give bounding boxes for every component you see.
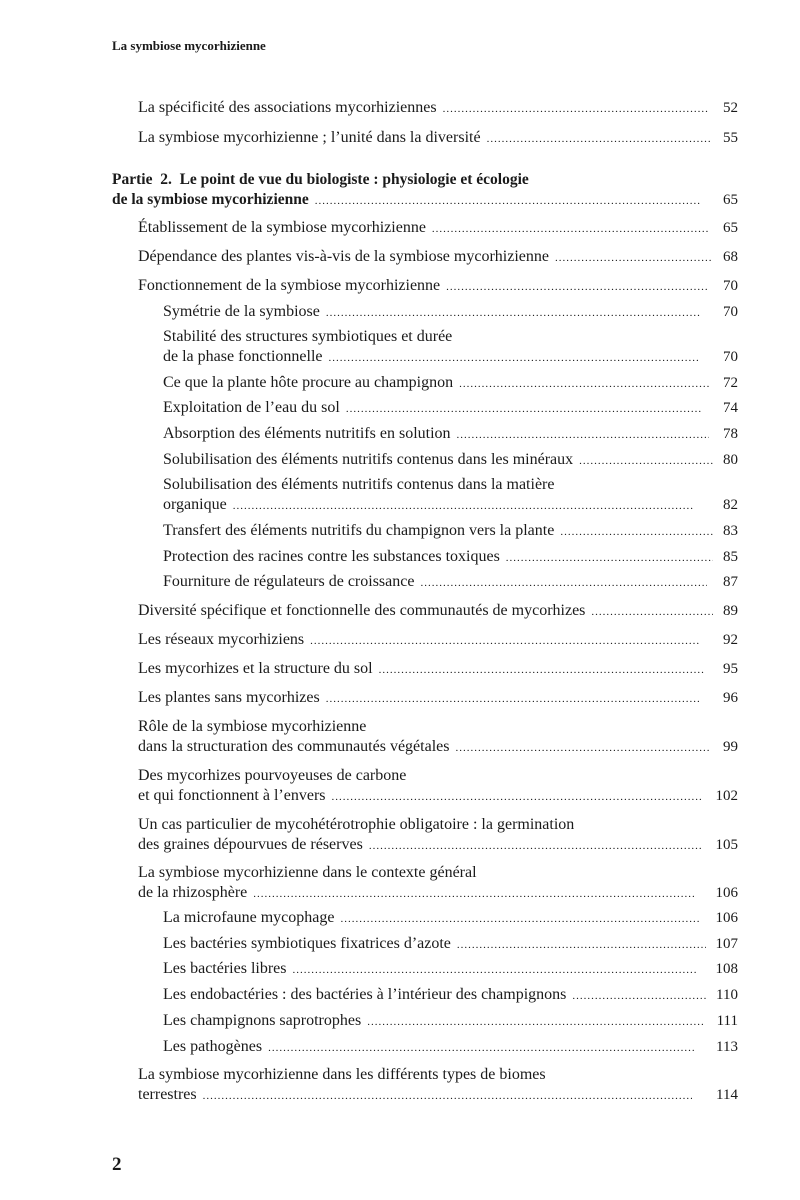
toc-entry-page: 65 <box>723 220 738 236</box>
toc-entry-page: 107 <box>715 936 738 952</box>
dot-leader <box>560 522 713 542</box>
toc-entry-title: organique <box>163 496 227 513</box>
toc-entry-title: et qui fonctionnent à l’envers <box>138 787 326 804</box>
toc-entry-title-line1: La symbiose mycorhizienne dans le contexte général <box>138 864 477 881</box>
dot-leader <box>572 986 706 1006</box>
toc-entry-page: 70 <box>723 304 738 320</box>
dot-leader <box>310 631 699 651</box>
dot-leader <box>203 1086 692 1106</box>
toc-entry-title: Dépendance des plantes vis-à-vis de la symbiose mycorhizienne <box>138 248 549 265</box>
toc-entry-title: Les bactéries symbiotiques fixatrices d’azote <box>163 935 451 952</box>
toc-entry-page: 114 <box>716 1087 738 1103</box>
toc-entry-page: 89 <box>723 603 738 619</box>
dot-leader <box>432 219 708 239</box>
toc-entry-title: Solubilisation des éléments nutritifs contenus dans les minéraux <box>163 451 574 468</box>
toc-entry-page: 72 <box>723 375 738 391</box>
toc-entry-title: Les plantes sans mycorhizes <box>138 689 320 706</box>
toc-entry-page: 105 <box>715 837 738 853</box>
toc-entry-title: Les réseaux mycorhiziens <box>138 631 305 648</box>
dot-leader <box>379 660 704 680</box>
dot-leader <box>346 399 702 419</box>
toc-entry-title: Absorption des éléments nutritifs en solution <box>163 425 451 442</box>
toc-entry-page: 83 <box>723 523 738 539</box>
toc-entry-title: Diversité spécifique et fonctionnelle des communautés de mycorhizes <box>138 602 586 619</box>
toc-entry <box>138 247 738 268</box>
toc-entry-title: Exploitation de l’eau du sol <box>163 399 340 416</box>
toc-entry-page: 82 <box>723 497 738 513</box>
toc-entry <box>138 815 738 856</box>
toc-entry-page: 87 <box>723 574 738 590</box>
toc-entry-page: 78 <box>723 426 738 442</box>
dot-leader <box>420 573 706 593</box>
toc-entry-title: La microfaune mycophage <box>163 909 335 926</box>
dot-leader <box>326 689 701 709</box>
toc-entry-title: Transfert des éléments nutritifs du champignon vers la plante <box>163 522 555 539</box>
toc-entry <box>138 1065 738 1106</box>
dot-leader <box>340 909 701 929</box>
toc-entry-page: 92 <box>723 632 738 648</box>
toc-entry-page: 52 <box>723 100 738 116</box>
toc-subentry <box>163 547 738 568</box>
toc-entry <box>138 688 738 709</box>
toc-subentry <box>163 934 738 955</box>
toc-entry-page: 70 <box>723 278 738 294</box>
toc-entry <box>138 630 738 651</box>
toc-subentry <box>163 450 738 471</box>
toc-entry-title-line1: Solubilisation des éléments nutritifs contenus dans la matière <box>163 476 555 493</box>
dot-leader <box>457 425 710 445</box>
toc-entry <box>138 98 738 119</box>
toc-entry-title: de la rhizosphère <box>138 884 248 901</box>
page-number: 2 <box>112 1154 122 1175</box>
dot-leader <box>233 496 694 516</box>
toc-subentry <box>163 985 738 1006</box>
toc-subentry <box>163 908 738 929</box>
toc-entry <box>138 218 738 239</box>
toc-entry-title: Les bactéries libres <box>163 960 287 977</box>
toc-entry-title: des graines dépourvues de réserves <box>138 836 363 853</box>
toc-entry-title: Les champignons saprotrophes <box>163 1012 362 1029</box>
toc-subentry <box>163 373 738 394</box>
toc-subentry <box>163 959 738 980</box>
toc-entry-title: Symétrie de la symbiose <box>163 303 320 320</box>
toc-entry-page: 113 <box>716 1039 738 1055</box>
toc-entry-page: 96 <box>723 690 738 706</box>
dot-leader <box>555 248 713 268</box>
toc-entry-page: 80 <box>723 452 738 468</box>
toc-entry-page: 110 <box>716 987 738 1003</box>
toc-entry-title: de la phase fonctionnelle <box>163 348 323 365</box>
toc-entry-title: Fourniture de régulateurs de croissance <box>163 573 415 590</box>
toc-subentry <box>163 398 738 419</box>
toc-subentry <box>163 327 738 368</box>
toc-entry-title: La symbiose mycorhizienne ; l’unité dans la diversité <box>138 129 481 146</box>
dot-leader <box>268 1038 696 1058</box>
toc-entry-title: Les pathogènes <box>163 1038 263 1055</box>
dot-leader <box>591 602 713 622</box>
toc-subentry <box>163 572 738 593</box>
toc-subentry <box>163 1037 738 1058</box>
toc-entry-title: Ce que la plante hôte procure au champignon <box>163 374 454 391</box>
toc-subentry <box>163 424 738 445</box>
toc-entry-page: 108 <box>715 961 738 977</box>
dot-leader <box>253 884 695 904</box>
toc-subentry <box>163 302 738 323</box>
toc-entry <box>138 863 738 904</box>
toc-entry-title: La spécificité des associations mycorhiziennes <box>138 99 437 116</box>
toc-entry <box>138 766 738 807</box>
toc-entry-page: 85 <box>723 549 738 565</box>
toc-entry <box>138 717 738 758</box>
toc-entry-page: 65 <box>723 192 738 208</box>
dot-leader <box>457 935 706 955</box>
toc-entry-title: Les mycorhizes et la structure du sol <box>138 660 373 677</box>
toc-entry-page: 106 <box>715 910 738 926</box>
dot-leader <box>443 99 709 119</box>
toc-entry-title: terrestres <box>138 1086 197 1103</box>
toc-entry-title: Protection des racines contre les substances toxiques <box>163 548 500 565</box>
running-header: La symbiose mycorhizienne <box>112 38 266 53</box>
toc-entry-title: de la symbiose mycorhizienne <box>112 191 309 208</box>
dot-leader <box>367 1012 703 1032</box>
toc-subentry <box>163 521 738 542</box>
toc-entry-page: 99 <box>723 739 738 755</box>
toc-entry-title-line1: Stabilité des structures symbiotiques et durée <box>163 328 453 345</box>
toc-entry <box>138 128 738 149</box>
toc-entry-title-line1: La symbiose mycorhizienne dans les différents types de biomes <box>138 1066 546 1083</box>
dot-leader <box>293 960 698 980</box>
toc-entry-title-line1: Des mycorhizes pourvoyeuses de carbone <box>138 767 407 784</box>
dot-leader <box>506 548 713 568</box>
dot-leader <box>315 191 700 211</box>
dot-leader <box>326 303 700 323</box>
toc-entry-title-line1: Rôle de la symbiose mycorhizienne <box>138 718 367 735</box>
toc-entry-page: 111 <box>716 1013 738 1029</box>
toc-entry-page: 95 <box>723 661 738 677</box>
dot-leader <box>329 348 701 368</box>
toc-entry-title-line1: Partie 2. Le point de vue du biologiste : physiologie et écologie <box>112 171 529 188</box>
toc-entry-page: 102 <box>715 788 738 804</box>
dot-leader <box>579 451 713 471</box>
dot-leader <box>332 787 701 807</box>
dot-leader <box>459 374 709 394</box>
toc-entry <box>138 659 738 680</box>
toc-entry <box>138 276 738 297</box>
toc-entry-title-line1: Un cas particulier de mycohétérotrophie obligatoire : la germination <box>138 816 575 833</box>
toc-entry-title: Fonctionnement de la symbiose mycorhizienne <box>138 277 441 294</box>
toc-subentry <box>163 1011 738 1032</box>
dot-leader <box>446 277 708 297</box>
toc-entry-title: Les endobactéries : des bactéries à l’intérieur des champignons <box>163 986 567 1003</box>
toc-entry-page: 68 <box>723 249 738 265</box>
toc-part-heading <box>112 170 738 211</box>
toc-entry-page: 106 <box>715 885 738 901</box>
dot-leader <box>487 129 712 149</box>
toc-entry-title: Établissement de la symbiose mycorhizienne <box>138 219 426 236</box>
toc-entry <box>138 601 738 622</box>
toc-entry-page: 70 <box>723 349 738 365</box>
toc-entry-page: 55 <box>723 130 738 146</box>
toc-subentry <box>163 475 738 516</box>
toc-entry-page: 74 <box>723 400 738 416</box>
dot-leader <box>455 738 709 758</box>
toc-entry-title: dans la structuration des communautés végétales <box>138 738 450 755</box>
dot-leader <box>369 836 703 856</box>
